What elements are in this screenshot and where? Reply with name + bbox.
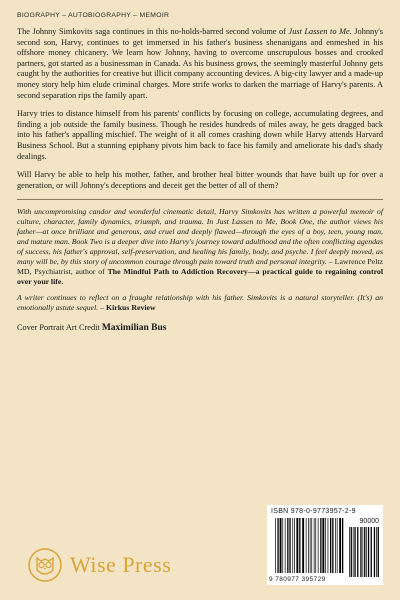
description-paragraph-1 [17,27,383,101]
publisher-name: Wise Press [70,552,172,577]
review-kirkus [17,293,383,313]
credit-label: Cover Portrait Art Credit [17,323,100,333]
p1-pre: The Johnny Simkovits saga continues in this no-holds-barred second volume of [17,27,289,36]
barcode-digits: 9 780977 395729 [269,576,326,583]
description-paragraph-2: Harvy tries to distance himself from his parents' conflicts by focusing on college, accumulating degrees, and finding a job outside the family business. Though he resides hundreds of miles away, he gets dragged back into his father's appalling mischief. The weight of it all comes crashing down while Harvy attends Harvard Business School. But a stunning epiphany pivots him back to face his family and ameliorate his dad's shady dealings. [17,109,383,161]
isbn-barcode [267,505,383,585]
review-peltz [17,207,383,287]
credit-artist: Maximilian Bus [101,323,167,334]
book-title: Just Lassen to Me. [288,27,352,36]
owl-icon [28,548,62,582]
divider [17,199,383,200]
back-cover [17,12,383,333]
barcode-bars [267,505,383,585]
review1-text: With uncompromising candor and wonderful cinematic detail, Harvy Simkovits has written a powerful memoir of culture, character, family dynamics, triumph, and trauma. In Just Lassen to Me, Book One, the author views his father—at once brilliant and generous, and cruel and deeply flawed—through the eyes of a boy, teen, young man, and mature man. Book Two is a deeper dive into Harvy's journey toward adulthood and the often conflicting agendas of success, his father's approval, self-preservation, and healing his family, body, and psyche. I feel deeply moved, as many will be, by this story of uncommon courage through pain toward truth and personal integrity. – [17,207,383,267]
description-paragraph-3: Will Harvy be able to help his mother, father, and brother heal bitter wounds that have built up for over a generation, or will Johnny's deceptions and deceit get the better of all of them? [17,170,383,190]
review2-source: Kirkus Review [106,303,156,313]
review1-book: The Mindful Path to Addiction Recovery—a practical guide to regaining control over your life [17,267,384,287]
review1-end: . [61,277,64,287]
price-code: 90000 [359,518,379,525]
isbn-text: ISBN 978-0-9773957-2-9 [271,508,356,515]
review2-text: A writer continues to reflect on a fraught relationship with his father. Simkovits is a natural storyteller. (It's) an emotionally astute sequel. – [17,293,383,313]
cover-art-credit [17,323,383,333]
p1-post: Johnny's second son, Harvy, continues to get immersed in his father's business shenanigans and enmeshed in his offshore money chicanery. We learn how Johnny, having to overcome unscrupulous bosses and crooked partners, got started as a businessman in Canada. As his business grows, the seemingly masterful Johnny gets caught by the authorities for creative but illicit company accounting devices. A big-city lawyer and a made-up money story help him elude criminal charges. More strife works to darken the marriage of Harvy's parents. A second separation rips the family apart. [17,27,384,100]
review1-attribution: Lawrence Peltz MD, Psychiatrist, author of [17,257,383,277]
publisher-logo [28,548,171,582]
category-label: BIOGRAPHY – AUTOBIOGRAPHY – MEMOIR [17,12,170,19]
